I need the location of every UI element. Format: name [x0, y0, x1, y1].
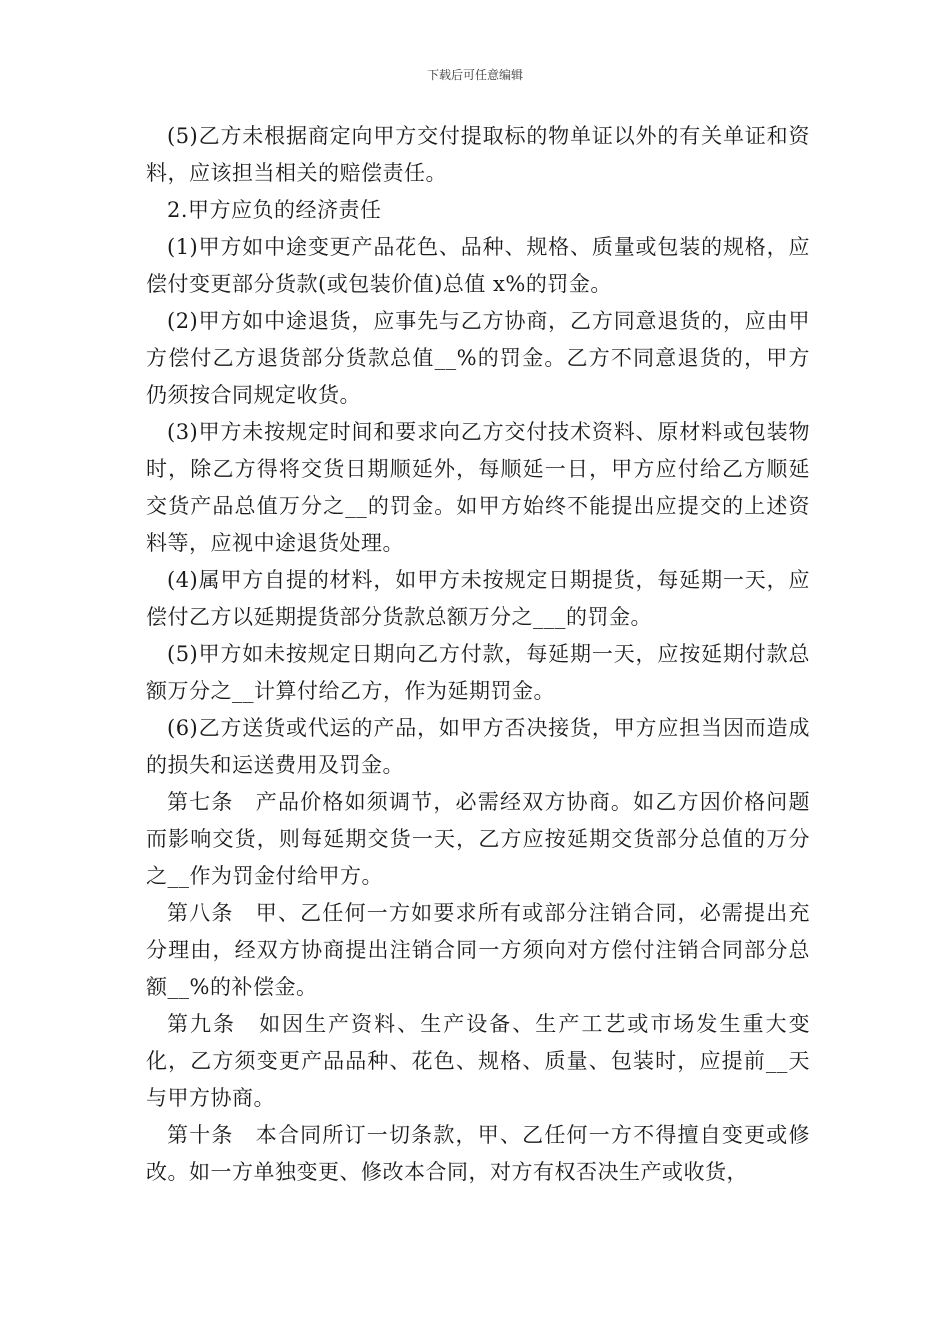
- document-body: [146, 118, 810, 1191]
- paragraph-buyer-refuse-delivery: (6)乙方送货或代运的产品，如甲方否决接货，甲方应担当因而造成的损失和运送费用及罚金。: [146, 716, 810, 777]
- paragraph-buyer-return-goods: (2)甲方如中途退货，应事先与乙方协商，乙方同意退货的，应由甲方偿付乙方退货部分货款总值__%的罚金。乙方不同意退货的，甲方仍须按合同规定收货。: [146, 309, 810, 407]
- paragraph-buyer-change-spec: (1)甲方如中途变更产品花色、品种、规格、质量或包装的规格，应偿付变更部分货款(或包装价值)总值 x%的罚金。: [146, 235, 810, 296]
- paragraph-buyer-liability-heading: 2.甲方应负的经济责任: [167, 198, 382, 222]
- paragraph-buyer-late-pickup: (4)属甲方自提的材料，如甲方未按规定日期提货，每延期一天，应偿付乙方以延期提货部分货款总额万分之___的罚金。: [146, 568, 810, 629]
- paragraph-article-10: 第十条 本合同所订一切条款，甲、乙任何一方不得擅自变更或修改。如一方单独变更、修改本合同，对方有权否决生产或收货，: [146, 1123, 810, 1184]
- paragraph-buyer-late-materials: (3)甲方未按规定时间和要求向乙方交付技术资料、原材料或包装物时，除乙方得将交货日期顺延外，每顺延一日，甲方应付给乙方顺延交货产品总值万分之__的罚金。如甲方始终不能提出应提交的上述资料等，应视中途退货处理。: [146, 420, 810, 555]
- paragraph-seller-document-liability: (5)乙方未根据商定向甲方交付提取标的物单证以外的有关单证和资料，应该担当相关的赔偿责任。: [146, 124, 810, 185]
- page-header: 下载后可任意编辑: [426, 68, 523, 82]
- paragraph-article-9: 第九条 如因生产资料、生产设备、生产工艺或市场发生重大变化，乙方须变更产品品种、花色、规格、质量、包装时，应提前__天与甲方协商。: [146, 1012, 810, 1110]
- paragraph-article-8: 第八条 甲、乙任何一方如要求所有或部分注销合同，必需提出充分理由，经双方协商提出注销合同一方须向对方偿付注销合同部分总额__%的补偿金。: [146, 901, 810, 999]
- paragraph-article-7: 第七条 产品价格如须调节，必需经双方协商。如乙方因价格问题而影响交货，则每延期交货一天，乙方应按延期交货部分总值的万分之__作为罚金付给甲方。: [146, 790, 810, 888]
- paragraph-buyer-late-payment: (5)甲方如未按规定日期向乙方付款，每延期一天，应按延期付款总额万分之__计算付给乙方，作为延期罚金。: [146, 642, 810, 703]
